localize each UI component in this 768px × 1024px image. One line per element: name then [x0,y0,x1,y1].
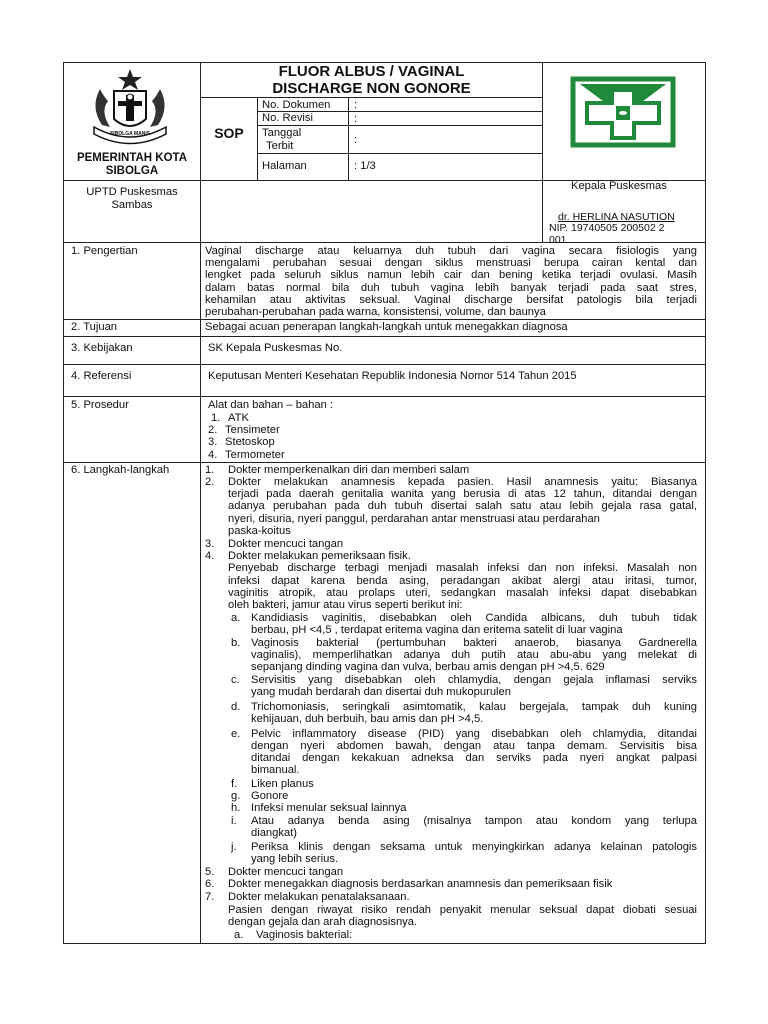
prosedur-item-num: 2. [208,424,218,436]
subitem-h-line-1: Infeksi menular seksual lainnya [251,802,407,814]
prosedur-item-text: Termometer [225,449,285,461]
field-value-no-revisi: : [354,113,358,125]
step-num-2: 2. [205,476,215,488]
row-line-4 [63,396,706,397]
pengertian-line-6: perubahan-perubahan pada warna, konsistensi, volume, dan baunya [205,306,546,318]
puskesmas-logo [570,76,676,148]
subitem-letter-a: a. [231,612,241,624]
subitem-i-line-1: Atau adanya benda asing (misalnya tampon atau kondom yang terlupa [251,815,697,827]
step-7-para-2: dengan gejala dan arah diagnosisnya. [228,916,418,928]
subitem-d-line-1: Trichomoniasis, seringkali asimtomatik, kalau bergejala, tampak duh kuning [251,701,697,713]
prosedur-item-num: 1. [211,412,221,424]
subitem-letter-b: b. [231,637,241,649]
field-label-no-dokumen: No. Dokumen [262,99,331,111]
step-2-line-4: nyeri, disuria, nyeri panggul, perdarahan antar menstruasi atau perdarahan [228,513,600,525]
label-pengertian: 1. Pengertian [71,245,138,257]
subitem-c-line-1: Servisitis yang disebabkan oleh chlamydia, dengan gejala inflamasi serviks [251,674,697,686]
label-prosedur: 5. Prosedur [71,399,129,411]
row-line-2 [63,336,706,337]
pengertian-line-3: lengket pada seluruh siklus namun lebih cair dan bening ketika terjadi ovulasi. Masih [205,269,697,281]
step-2-line-3: adanya perubahan pada duh tubuh disertai salah satu atau lebih gejala rasa gatal, [228,500,697,512]
subitem-letter-d: d. [231,701,241,713]
pengertian-line-2: mengalami perubahan sesuai dengan siklus menstruasi berupa cairan kental dan [205,257,697,269]
label-langkah: 6. Langkah-langkah [71,464,170,476]
referensi-text: Keputusan Menteri Kesehatan Republik Indonesia Nomor 514 Tahun 2015 [208,370,577,382]
subitem-i-line-2: diangkat) [251,827,298,839]
field-label-halaman: Halaman [262,160,307,172]
step-7-text: Dokter melakukan penatalaksanaan. [228,891,410,903]
subitem-e-line-1: Pelvic inflammatory disease (PID) yang disebabkan oleh chlamydia, ditandai [251,728,697,740]
subitem-g-line-1: Gonore [251,790,289,802]
table-border-right [705,62,706,944]
row-line-5 [63,462,706,463]
subitem-letter-f: f. [231,778,238,790]
field-label-terbit: Terbit [266,140,294,152]
subitem-j-line-2: yang lebih serius. [251,853,339,865]
emblem-ribbon-text: SIBOLGA MANIS [109,131,151,137]
label-kebijakan: 3. Kebijakan [71,342,133,354]
step-1-text: Dokter memperkenalkan diri dan memberi salam [228,464,470,476]
field-label-no-revisi: No. Revisi [262,112,313,124]
subitem-e-line-4: bimanual. [251,764,300,776]
subitem-d-line-2: kehijauan, duh berbuih, bau amis dan pH >4,5. [251,713,484,725]
step-num-3: 3. [205,538,215,550]
step-7a-text: Vaginosis bakterial: [256,929,353,941]
header-divider-sop [257,97,258,180]
head-name: dr. HERLINA NASUTION [558,211,675,223]
header-line-f2 [257,125,543,126]
subitem-b-line-3: sepanjang dinding vagina dan vulva, berbau amis dengan pH >4,5. 629 [251,661,605,673]
subitem-letter-i: i. [231,815,237,827]
head-title: Kepala Puskesmas [571,180,667,192]
doc-title-line1: FLUOR ALBUS / VAGINAL [278,63,465,80]
pengertian-line-4: dalam batas normal bila duh tubuh vagina lebih banyak terjadi pada saat stres, [205,282,697,294]
prosedur-item-text: Tensimeter [225,424,280,436]
kebijakan-text: SK Kepala Puskesmas No. [208,342,343,354]
prosedur-item-text: ATK [228,412,249,424]
prosedur-item-text: Stetoskop [225,436,275,448]
step-4-para-4: oleh bakteri, jamur atau virus seperti berikut ini: [228,599,463,611]
step-2-line-1: Dokter melakukan anamnesis kepada pasien. Hasil anamnesis yaitu: Biasanya [228,476,697,488]
step-4-para-2: infeksi dapat karena benda asing, peradangan akibat alergi atau iritasi, tumor, [228,575,697,587]
pengertian-line-1: Vaginal discharge atau keluarnya duh tubuh dari vagina secara fisiologis yang [205,245,697,257]
head-nip-line2: 001 [549,234,567,246]
field-value-halaman: : 1/3 [354,160,376,172]
step-4-para-1: Penyebab discharge terbagi menjadi masalah infeksi dan non infeksi. Masalah non [228,562,697,574]
step-num-7: 7. [205,891,215,903]
label-referensi: 4. Referensi [71,370,132,382]
step-5-text: Dokter mencuci tangan [228,866,344,878]
field-label-tanggal: Tanggal [262,127,302,139]
sop-label: SOP [214,125,244,141]
doc-title-line2: DISCHARGE NON GONORE [272,80,471,97]
step-7a-letter: a. [234,929,244,941]
step-7-para-1: Pasien dengan riwayat risiko rendah penyakit menular seksual dapat diobati sesuai [228,904,697,916]
subitem-a-line-1: Kandidiasis vaginitis, disebabkan oleh Candida albicans, duh tubuh tidak [251,612,697,624]
field-value-no-dokumen: : [354,99,358,111]
subitem-j-line-1: Periksa klinis dengan seksama untuk menyingkirkan adanya kelainan patologis [251,841,697,853]
field-value-tanggal: : [354,134,358,146]
subitem-b-line-1: Vaginosis bakterial (pertumbuhan bakteri anaerob, biasanya Gardnerella [251,637,697,649]
subitem-letter-e: e. [231,728,241,740]
step-4-text: Dokter melakukan pemeriksaan fisik. [228,550,411,562]
step-num-6: 6. [205,878,215,890]
subitem-e-line-3: ditandai dengan kekakuan adneksa dan serviks pada nyeri angkat palpasi [251,752,697,764]
subitem-letter-h: h. [231,802,241,814]
row-line-3 [63,364,706,365]
unit-name-line1: UPTD Puskesmas [86,186,178,198]
step-num-5: 5. [205,866,215,878]
pengertian-line-5: kehamilan atau aktivitas seksual. Vaginal discharge bersifat patologis bila terjadi [205,294,697,306]
subitem-letter-g: g. [231,790,241,802]
city-emblem [82,67,178,147]
subitem-letter-j: j. [231,841,237,853]
prosedur-item-num: 4. [208,449,218,461]
unit-name-line2: Sambas [111,199,153,211]
subitem-letter-c: c. [231,674,240,686]
subitem-a-line-2: berbau, pH <4,5 , terdapat eritema vagina dan eritema satelit di luar vagina [251,624,623,636]
label-tujuan: 2. Tujuan [71,321,118,333]
head-nip-line1: NIP. 19740505 200502 2 [549,222,665,234]
header-line-title [200,97,543,98]
row-line-1 [63,319,706,320]
org-name-line1: PEMERINTAH KOTA [76,152,188,164]
table-border-bottom [63,943,706,944]
step-4-para-3: vaginitis atropik, atau prolaps uteri, sedangkan masalah infeksi dapat disebabkan [228,587,697,599]
step-2-line-2: terjadi pada daerah genitalia wanita yang berusia di atas 12 tahun, ditandai dengan [228,488,697,500]
step-num-4: 4. [205,550,215,562]
org-name-line2: SIBOLGA [105,165,159,177]
subitem-c-line-2: yang mudah berdarah dan disertai duh mukopurulen [251,686,511,698]
step-6-text: Dokter menegakkan diagnosis berdasarkan anamnesis dan pemeriksaan fisik [228,878,613,890]
subitem-b-line-2: vaginalis), memperlihatkan adanya duh putih atau abu-abu yang melekat di [251,649,697,661]
tujuan-text: Sebagai acuan penerapan langkah-langkah untuk menegakkan diagnosa [205,321,568,333]
header-divider-value [348,97,349,180]
subitem-f-line-1: Liken planus [251,778,314,790]
header-line-f3 [257,153,543,154]
step-num-1: 1. [205,464,215,476]
body-label-divider [200,242,201,944]
step-2-line-5: paska-koitus [228,525,291,537]
step-3-text: Dokter mencuci tangan [228,538,344,550]
prosedur-item-num: 3. [208,436,218,448]
prosedur-intro: Alat dan bahan – bahan : [208,399,334,411]
subitem-e-line-2: dengan nyeri abdomen bawah, dengan atau tanpa demam. Servisitis bisa [251,740,697,752]
header-line-bottom [63,242,706,243]
